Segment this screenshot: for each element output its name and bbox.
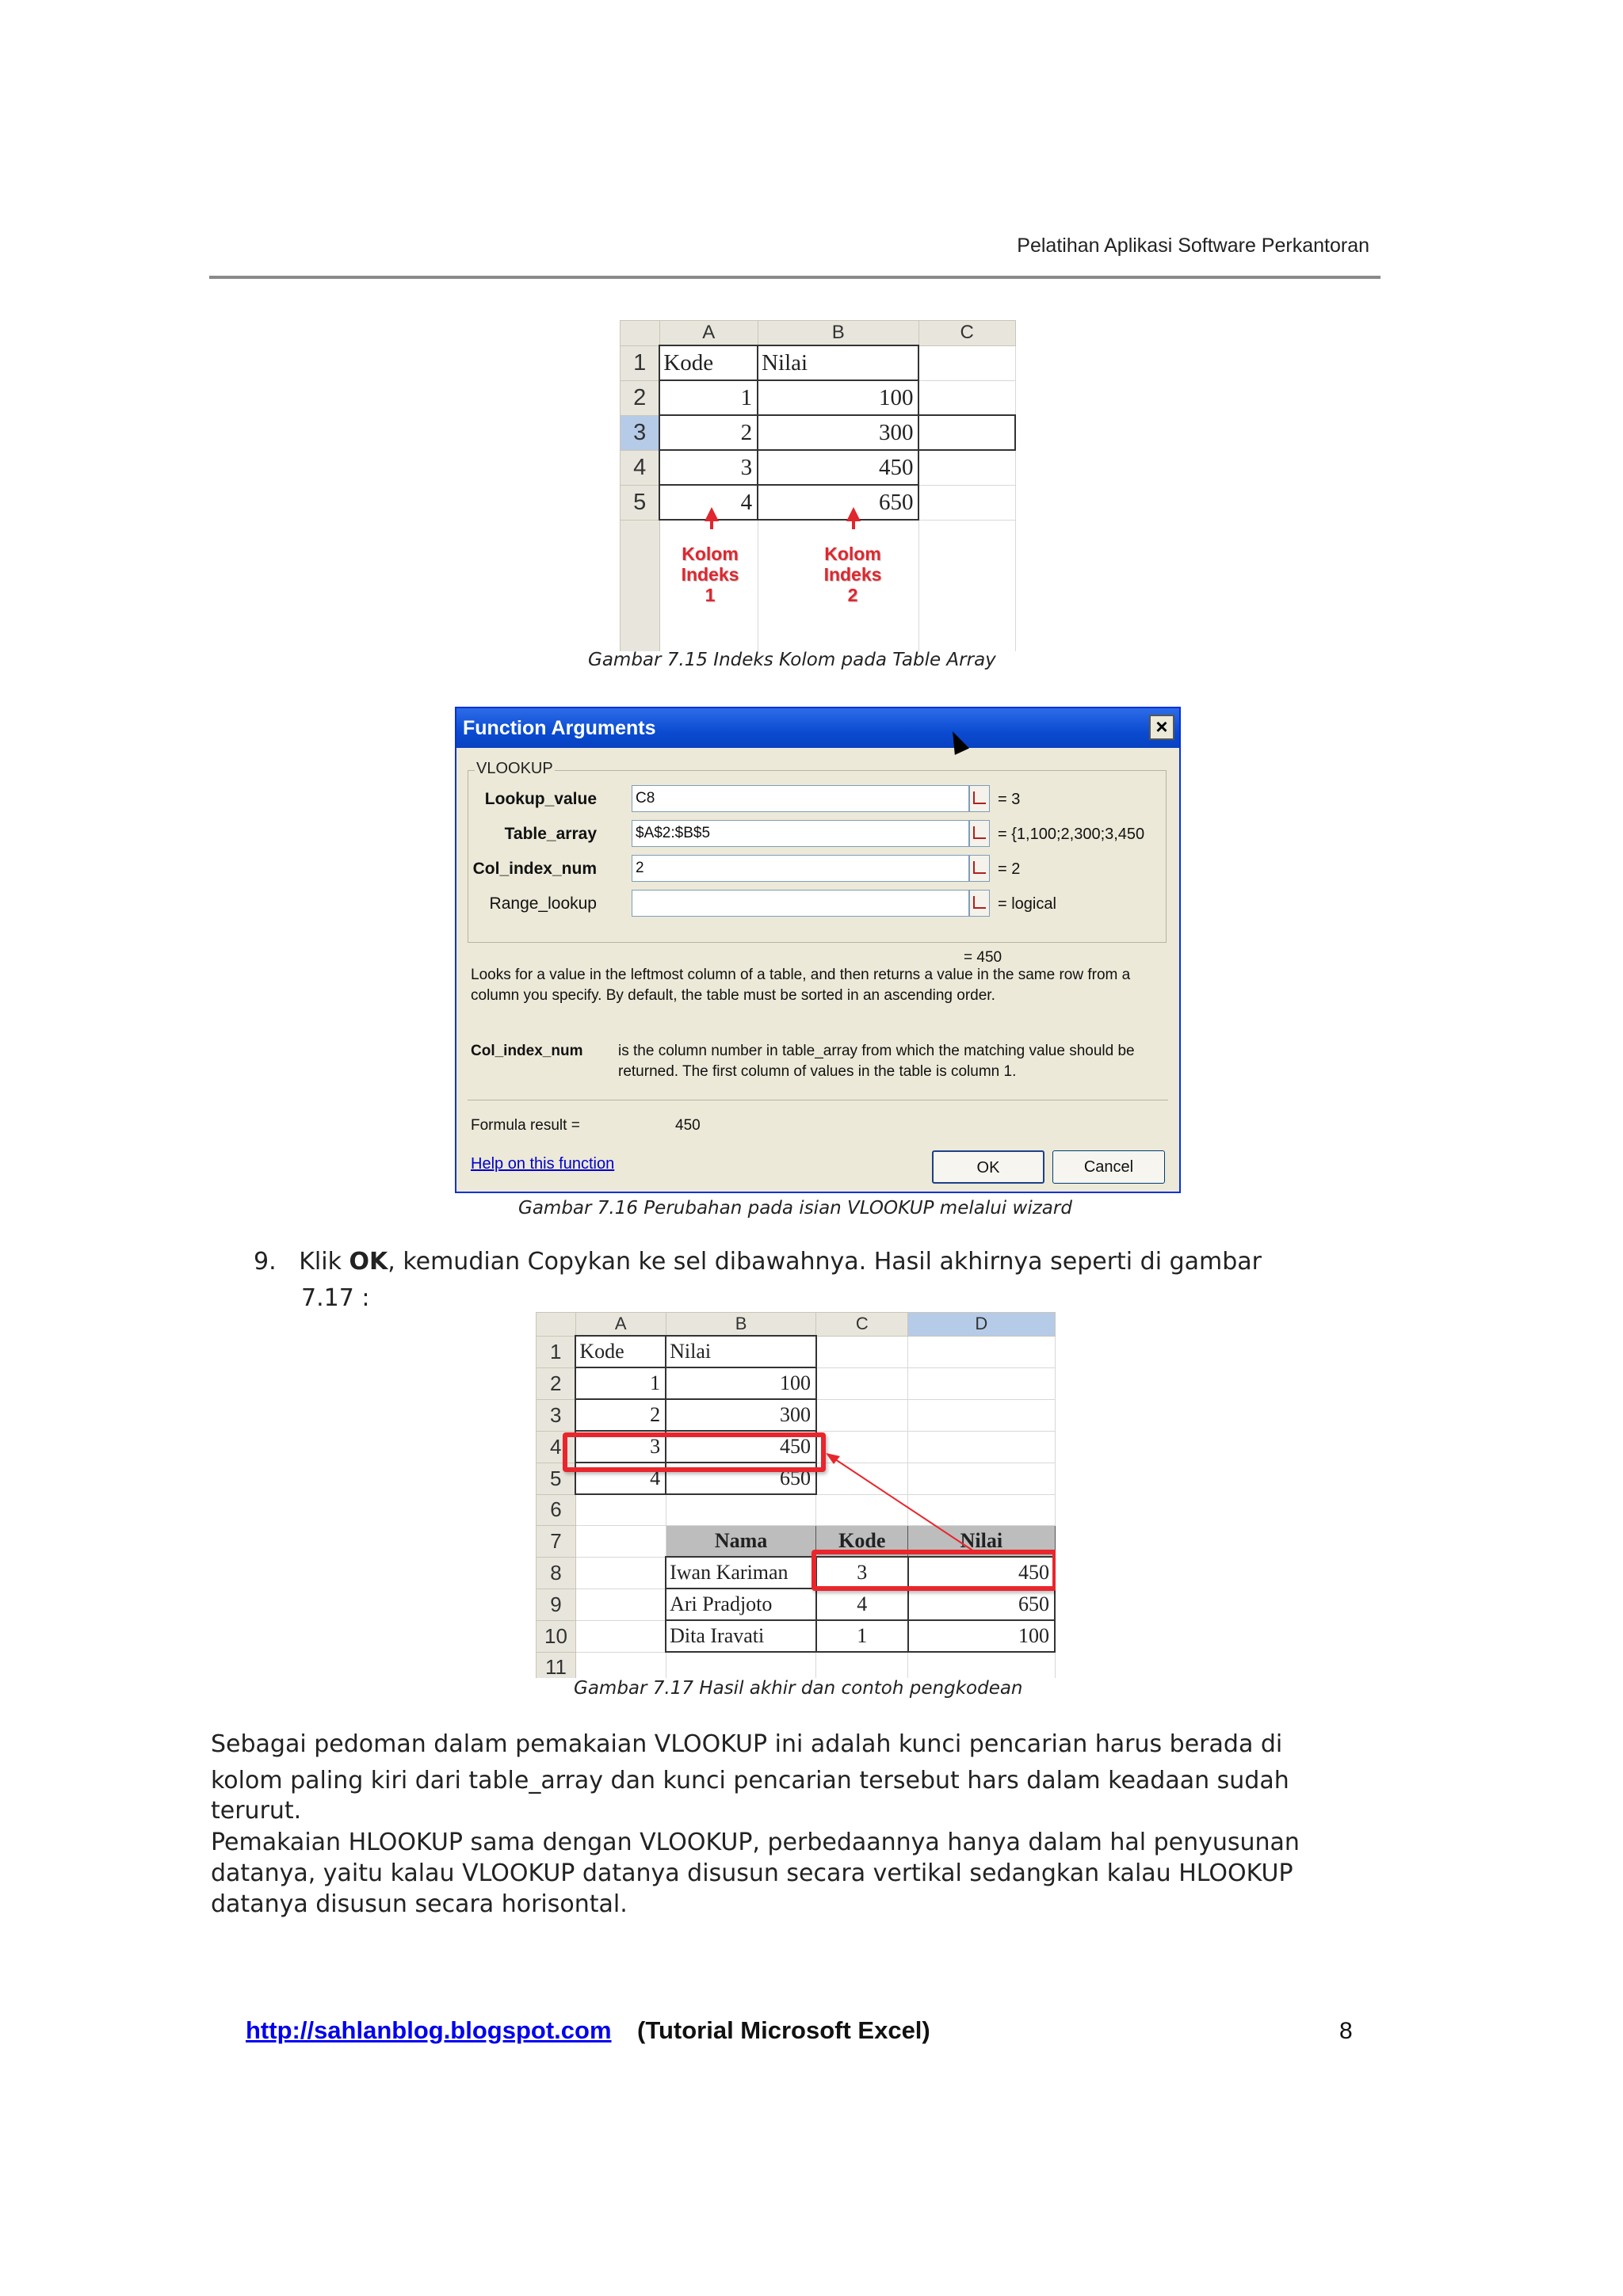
cell-c3-active — [918, 415, 1015, 450]
lookup-value-input[interactable]: C8 — [632, 785, 969, 812]
cell-d10: 100 — [908, 1620, 1055, 1652]
cell-a3: 2 — [575, 1399, 666, 1431]
row-header: 9 — [537, 1589, 576, 1620]
step-9-line-2: 7.17 : — [301, 1284, 370, 1312]
arg-label: Table_array — [504, 825, 597, 843]
row-header: 2 — [537, 1367, 576, 1399]
row-header: 2 — [621, 380, 660, 415]
collapse-dialog-button[interactable] — [969, 855, 990, 882]
running-header: Pelatihan Aplikasi Software Perkantoran — [1017, 235, 1369, 257]
arrow-stem — [710, 521, 713, 529]
cell-c10: 1 — [816, 1620, 908, 1652]
arg-row-range-lookup — [468, 890, 1166, 920]
cell-a4: 3 — [575, 1431, 666, 1463]
label-line: Indeks — [681, 564, 739, 585]
column-header-a: A — [575, 1313, 666, 1337]
cell-b9: Ari Pradjoto — [666, 1589, 816, 1620]
label-line: Kolom — [824, 543, 881, 564]
label-line: 2 — [847, 585, 858, 605]
figure-7-15-spreadsheet — [620, 320, 1016, 651]
cell-a2: 1 — [575, 1367, 666, 1399]
arg-row-lookup-value — [468, 785, 1166, 815]
figure-7-16-caption: Gambar 7.16 Perubahan pada isian VLOOKUP melalui wizard — [518, 1198, 1072, 1219]
cancel-button[interactable]: Cancel — [1052, 1150, 1165, 1184]
cell-b4: 450 — [758, 450, 918, 485]
row-header-blank — [621, 520, 660, 651]
cell-c1 — [918, 345, 1015, 380]
arg-label: Lookup_value — [484, 790, 597, 808]
vlookup-group — [468, 760, 1167, 943]
row-header: 8 — [537, 1557, 576, 1589]
formula-result-label: Formula result = — [471, 1117, 580, 1134]
step-number: 9. — [254, 1248, 277, 1276]
cell-c4 — [918, 450, 1015, 485]
connector-line — [831, 1456, 976, 1553]
param-name: Col_index_num — [471, 1043, 583, 1059]
figure-7-17-caption: Gambar 7.17 Hasil akhir dan contoh pengkodean — [574, 1678, 1023, 1699]
cell-b3: 300 — [758, 415, 918, 450]
connector-arrow — [536, 1312, 1056, 1678]
cell-a3: 2 — [659, 415, 758, 450]
body-line-4: Pemakaian HLOOKUP sama dengan VLOOKUP, perbedaannya hanya dalam hal penyusunan — [211, 1829, 1300, 1856]
cell-a5: 4 — [659, 485, 758, 520]
label-line: Indeks — [823, 564, 882, 585]
body-line-2: kolom paling kiri dari table_array dan kunci pencarian tersebut hars dalam keadaan sudah — [211, 1767, 1289, 1794]
arrow-up-icon — [705, 507, 719, 521]
cell-a1: Kode — [575, 1336, 666, 1367]
step-9-paragraph — [254, 1244, 1284, 1317]
function-arguments-dialog — [455, 707, 1181, 1193]
collapse-icon — [973, 826, 986, 839]
column-header-a: A — [659, 321, 758, 346]
collapse-icon — [973, 896, 986, 909]
arg-result: = logical — [998, 895, 1056, 913]
help-link[interactable]: Help on this function — [471, 1155, 615, 1173]
close-button[interactable]: × — [1149, 715, 1174, 740]
column-header-c: C — [918, 321, 1015, 346]
body-line-6: datanya disusun secara horisontal. — [211, 1890, 628, 1918]
cell-a4: 3 — [659, 450, 758, 485]
cell-c5 — [918, 485, 1015, 520]
formula-result-value: 450 — [675, 1117, 701, 1134]
function-description: Looks for a value in the leftmost column of a table, and then returns a value in the same row from a column you specify. By default, the table must be sorted in an ascending order. — [471, 967, 1131, 1004]
page-number: 8 — [1339, 2018, 1353, 2044]
label-line: Kolom — [682, 543, 739, 564]
kolom-indeks-1-label — [670, 543, 750, 605]
row-header: 5 — [621, 485, 660, 520]
body-line-5: datanya, yaitu kalau VLOOKUP datanya disusun secara vertikal sedangkan kalau HLOOKUP — [211, 1859, 1293, 1887]
row-header: 4 — [621, 450, 660, 485]
cell-b3: 300 — [666, 1399, 816, 1431]
arg-row-table-array — [468, 820, 1166, 850]
arrow-up-icon — [846, 507, 861, 521]
figure-7-15-caption: Gambar 7.15 Indeks Kolom pada Table Array — [588, 650, 996, 670]
dialog-title: Function Arguments — [456, 708, 1179, 748]
collapse-dialog-button[interactable] — [969, 890, 990, 917]
arg-row-col-index-num — [468, 855, 1166, 885]
row-header-selected: 3 — [621, 415, 660, 450]
column-header-d: D — [908, 1313, 1055, 1337]
arg-result: = 3 — [998, 791, 1021, 808]
cell-b4: 450 — [666, 1431, 816, 1463]
cell-d8: 450 — [908, 1557, 1055, 1589]
cell-d9: 650 — [908, 1589, 1055, 1620]
step-bold: OK — [349, 1248, 388, 1276]
table-header-nama: Nama — [666, 1526, 816, 1558]
cell-a5: 4 — [575, 1463, 666, 1494]
cell-b5: 650 — [758, 485, 918, 520]
arg-label: Col_index_num — [472, 860, 597, 878]
total-result: = 450 — [964, 949, 1002, 966]
column-header-c: C — [816, 1313, 908, 1337]
cell-blank — [918, 520, 1015, 651]
range-lookup-input[interactable] — [632, 890, 969, 917]
cell-c8: 3 — [816, 1557, 908, 1589]
collapse-dialog-button[interactable] — [969, 820, 990, 847]
arrow-head-icon — [826, 1453, 840, 1464]
cell-b2: 100 — [758, 380, 918, 415]
step-9-line-1 — [254, 1244, 1284, 1280]
cell-b5: 650 — [666, 1463, 816, 1494]
cell-b10: Dita Iravati — [666, 1620, 816, 1652]
table-header-nilai: Nilai — [908, 1526, 1055, 1558]
param-description: is the column number in table_array from which the matching value should be returned. The first column of values in the table is column 1. — [618, 1043, 1135, 1080]
row-header: 1 — [537, 1336, 576, 1367]
table-header-kode: Kode — [816, 1526, 908, 1558]
row-header: 11 — [537, 1652, 576, 1678]
cell-b1: Nilai — [758, 345, 918, 380]
footer-title: (Tutorial Microsoft Excel) — [637, 2016, 930, 2044]
row-header: 7 — [537, 1526, 576, 1558]
cell-b8: Iwan Kariman — [666, 1557, 816, 1589]
arg-label: Range_lookup — [489, 894, 597, 913]
arg-result: = 2 — [998, 860, 1021, 878]
cell-b1: Nilai — [666, 1336, 816, 1367]
arrow-stem — [852, 521, 855, 529]
cell-b2: 100 — [666, 1367, 816, 1399]
cell-c9: 4 — [816, 1589, 908, 1620]
collapse-dialog-button[interactable] — [969, 785, 990, 812]
group-label: VLOOKUP — [476, 760, 553, 777]
arrow-indeks-2 — [846, 507, 861, 529]
footer-link[interactable]: http://sahlanblog.blogspot.com — [246, 2016, 612, 2044]
row-header: 1 — [621, 345, 660, 380]
arg-result: = {1,100;2,300;3,450 — [998, 826, 1145, 843]
cell-c2 — [918, 380, 1015, 415]
collapse-icon — [973, 791, 986, 804]
row-header: 3 — [537, 1399, 576, 1431]
column-header-b: B — [758, 321, 918, 346]
corner-cell — [621, 321, 660, 346]
arrow-indeks-1 — [705, 507, 719, 529]
collapse-icon — [973, 861, 986, 874]
cell-a2: 1 — [659, 380, 758, 415]
column-header-b: B — [666, 1313, 816, 1337]
row-header: 6 — [537, 1494, 576, 1526]
body-line-3: terurut. — [211, 1797, 302, 1825]
row-header: 5 — [537, 1463, 576, 1494]
label-line: 1 — [705, 585, 716, 605]
figure-7-17-spreadsheet — [536, 1312, 1056, 1678]
col-index-num-input[interactable]: 2 — [632, 855, 969, 882]
row-header: 4 — [537, 1431, 576, 1463]
table-array-input[interactable]: $A$2:$B$5 — [632, 820, 969, 847]
step-text-before: Klik — [299, 1248, 349, 1276]
kolom-indeks-2-label — [813, 543, 892, 605]
cell-a1: Kode — [659, 345, 758, 380]
ok-button[interactable]: OK — [932, 1150, 1044, 1184]
step-text-after: , kemudian Copykan ke sel dibawahnya. Hasil akhirnya seperti di gambar — [388, 1248, 1262, 1276]
body-line-1: Sebagai pedoman dalam pemakaian VLOOKUP ini adalah kunci pencarian harus berada di — [211, 1730, 1283, 1758]
row-header: 10 — [537, 1620, 576, 1652]
header-rule — [209, 276, 1381, 279]
